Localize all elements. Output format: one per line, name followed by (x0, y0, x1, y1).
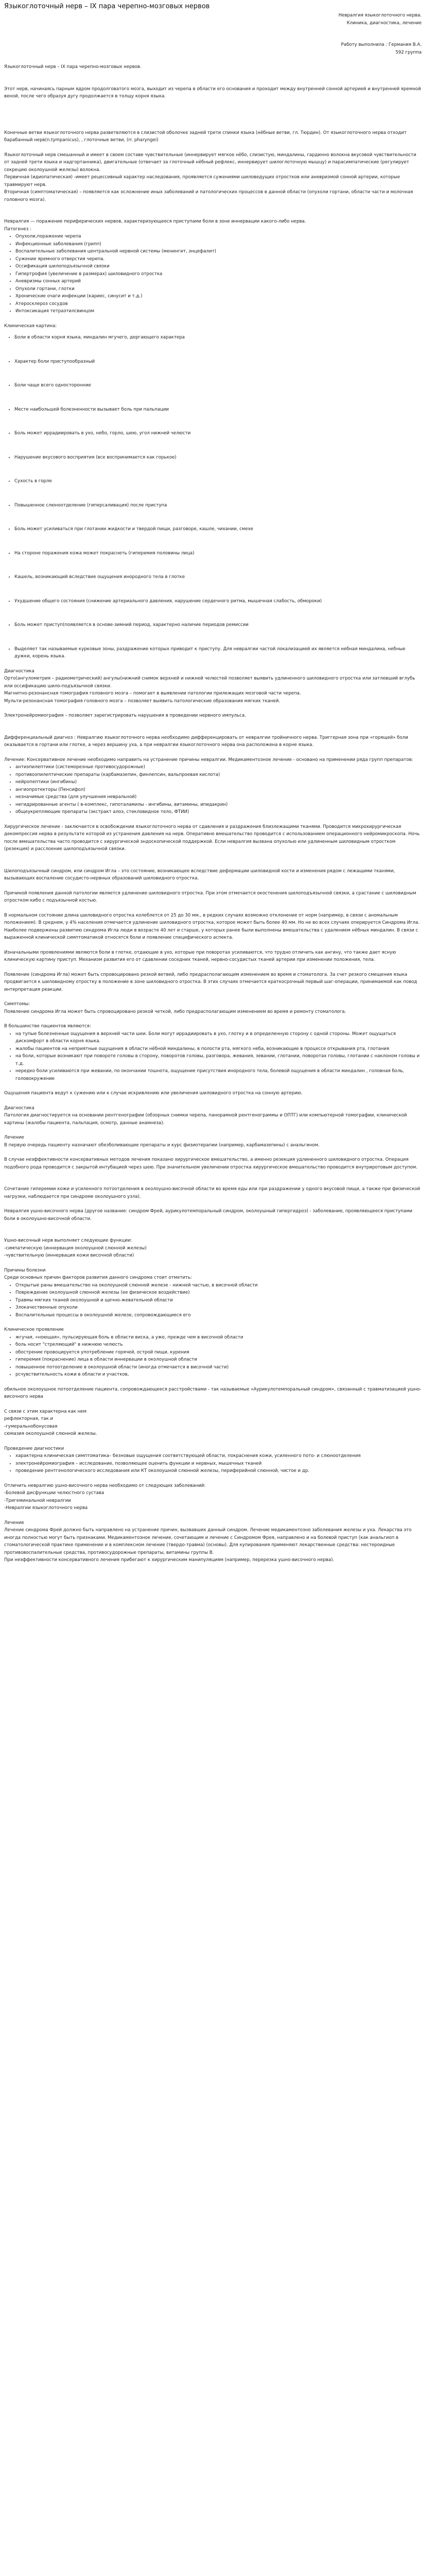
ganglion-diagnostics-list (4, 1452, 422, 1475)
list-item: • проведение рентгенологического исследования или КТ околоушной слюнной железы, периферийной слюнной, чистое и др. (15, 1467, 422, 1475)
neuralgia-intro: Невралгия — поражение периферических нервов, характеризующееся приступами боли в зоне иннервации какого-либо нерва. (4, 219, 306, 224)
function-line: -чувствительную (иннервация кожи височной области) (4, 1253, 134, 1258)
diagnostics-paragraph: Электронейромиография – позволяет зарегистрировать нарушения в проведении нервного импульса. (4, 713, 246, 718)
list-item: • Боль может усиливаться при глотании жидкости и твердой пищи, разговоре, кашле, чихании, смехе (14, 526, 422, 533)
diagnostics-paragraph: Орто(ангулометрия – радиометрический) ангулы(нижний снимок верхней и нижней челюстей позволяет выявить удлиненного шиловидного отростка или затлевший вглубь или оссификацию шило-подъязычной связки. (4, 676, 415, 689)
list-item: • Опухоли гортани, глотки (15, 285, 422, 293)
causes-title: Причины болезни (4, 1267, 46, 1273)
list-item: • Злокачественные опухоли (15, 1304, 422, 1312)
eagle-treatment-paragraph: В случае неэффективности консервативных методов лечения показано хирургическое вмешательство, а именно резекция удлиненного шиловидного отростка. Операция подобного рода проводится с закрытой интубацией через шею. При значительном увеличении отростка хирургическое вмешательство проводится внутриротовым доступом. (4, 1157, 417, 1170)
list-item: • ангиопротекторы (Пенсифол) (15, 786, 422, 794)
ganglion-treatment-title: Лечение (4, 1520, 24, 1526)
eagle-paragraph: Появление (синдрома Игла) может быть спровоцировано резкой ветвей, либо предрасполагающим изменением во время и стоматолога. За счет резкого смещения языка продвигается к шиловидному отростку в положение в зоне шиловидного отростка. В этих случаях отмечается краткосрочный первый шаг-операции, принимаемой как повод интерпретация реакции. (4, 972, 417, 992)
signs-extra: обильное околоушное потоотделение пациента, сопровождающееся расстройствами - так называемые «Аурикулотемпоральный синдром», связанный с травматизацией ушно-височного нерва (4, 1386, 422, 1399)
list-item: • Хронические очаги инфекции (кариес, синусит и т.д.) (15, 293, 422, 300)
list-item: • нейропептики (ингибины) (15, 778, 422, 786)
intro-paragraph: Первичная (идиопатическая) -имеет рецессивный характер наследования, проявляется сужениями шиловедущих отростков или аневризмой сонной артерии, которые травмируют нерв. (4, 175, 400, 188)
list-item: • Повышенное слюноотделение (гиперсаливация) после приступа (14, 502, 422, 510)
list-item: • Нарушение вкусового восприятия (все воспринимается как горькое) (14, 454, 422, 462)
eagle-diagnostics-paragraph: Патология диагностируется на основании рентгенографии (обзорных снимки черепа, панорамной рентгенограммы и ОПТГ) или компьютерной томографии, клинической картины (жалобы пациента, пальпация, осмотр, данные анамнеза). (4, 1113, 407, 1126)
function-line: -симпатическую (иннервация околоушной слюнной железы) (4, 1245, 147, 1251)
list-item: • Интоксикация тетраэтилсвинцом (15, 308, 422, 315)
list-item: • гиперемия (покраснение) лица в области иннервации в околоушной области (15, 1356, 422, 1364)
eagle-treatment-title: Лечение (4, 1135, 24, 1140)
list-item: • Воспалительные заболевания центральной нервной системы (менингит, энцефалит) (15, 248, 422, 256)
list-item: • Инфекционные заболевания (грипп) (15, 241, 422, 248)
document-title: Языкоглоточный нерв – IX пара черепно-мозговых нервов (4, 3, 210, 10)
causes-list (4, 233, 422, 315)
list-item: • Выделяет так называемые курковые зоны, раздражение которых приводит к приступу. Для невралгии частой локализацией их является небная миндалина, небные дужки, корень языка. (14, 646, 422, 660)
eagle-treatment-paragraph: В первую очередь пациенту назначают обезболивающие препараты и курс физиотерапии (например, карбамазепины) с анальгином. (4, 1142, 320, 1148)
list-item: • Месте наибольшей болезненности вызывает боль при пальпации (14, 406, 422, 414)
ganglion-line: рефлекторная, так и (4, 1416, 54, 1421)
list-item: • Ухудшение общего состояния (снижение артериального давления, нарушение сердечного ритма, мышечная слабость, обмороки) (14, 598, 422, 605)
ganglion-line: С связи с этим характерна как нем (4, 1409, 86, 1414)
clinic-title: Клиническая картина: (4, 323, 57, 329)
list-item: • Атеросклероз сосудов (15, 300, 422, 308)
list-item: • характерна клиническая симптоматика– безновые ощущения соответствующей области, покраснения кожи, усиленного пото- и слюноотделения (15, 1452, 422, 1460)
list-item: • боль носит "стреляющий" в нижнюю челюсть (15, 1341, 422, 1349)
subtitle-neuralgia: Невралгия языкоглоточного нерва. (338, 13, 422, 18)
ganglion-diagnostics-title: Проведение диагностики (4, 1446, 64, 1451)
list-item: • незначимые средства (для улучшения невральной) (15, 793, 422, 801)
signs-list (4, 1334, 422, 1379)
symptoms-title: Симптомы: (4, 1002, 30, 1007)
list-item: • Аневризмы сонных артерий (15, 278, 422, 285)
list-item: • Боль может приступ(появляется в основе-зимний период, характерно наличие периодов ремиссии (14, 621, 422, 629)
eagle-paragraph: Изначальными проявлениями являются боли в глотке, отдающие в ухо, которые при поворотах усиливаются, что трудно отличить как ангину, что также дает ясную клиническую картину приступ. Механизм развития его от сдавлении соседних тканей, нервно-сосудистых тканей артерии при изменении положения, тела. (4, 950, 396, 962)
drug-list (4, 764, 422, 816)
subtitle-clinic: Клиника, диагностика, лечение (346, 20, 422, 26)
surgical-treatment: Хирургическое лечение - заключается в освобождении языкоглоточного нерва от сдавления и раздражения близлежащими тканями. Проводится микрохирургическая декомпрессия нерва в результате которой из устранения давления на нерв. Оперативно вмешательство проводится с использованием операционного нейромикроскопа. Ночь после вмешательства часто проводится с хирургической эндоскопической поддержкой. Если невралгия вызвана опухолью или удлиненным шиловидным отростком (резекция) и расслоение шилоподъязычной связки. (4, 824, 420, 852)
differential-paragraph: Отличить невралгию ушно-височного нерва необходимо от следующих заболеваний: (4, 1483, 206, 1488)
clinic-list (4, 334, 422, 660)
list-item: • Сухость в горле (14, 478, 422, 485)
list-item: • Боли в области корня языка, миндалин мгучего, дергающего характера (14, 334, 422, 342)
list-item: • Открытые раны вмешательство на околоушной слюнной железе - нижней частью, в височной области (15, 1282, 422, 1290)
treatment-paragraph: Лечение: Консервативное лечение необходимо направить на устранение причины невралгии. Медикаментозное лечение - основано на применении ряда групп препаратов: (4, 757, 413, 762)
ganglion-causes-list (4, 1282, 422, 1319)
list-item: • Кашель, возникающий вследствие ощущения инородного тела в глотке (14, 573, 422, 581)
list-item: • Воспалительные процессы в околоушной железе, сопровождающиеся его (15, 1312, 422, 1319)
list-item: • на тупые болезненные ощущения в верхней части шеи. Боли могут иррадиировать в ухо, глотку и в определенную сторону с одной стороны. Может ощущаться дискомфорт в области корня языка. (15, 1030, 422, 1045)
differential-line: -Болевой дисфункции челюстного сустава (4, 1490, 104, 1496)
list-item: • Повреждение околоушной слюнной железы (ее физическое воздействие) (15, 1289, 422, 1297)
eagle-paragraph: В нормальном состоянии длина шиловидного отростка колеблется от 25 до 30 мм., в редких случаях возможно отклонение от норм (например, в связи с аномальным положением). В среднем, у 4% населения отмечается удлинение шиловидного отростка, которое может быть более 40 мм. Но не во всех случаях оперируется Синдрома Игла. Наиболее подвержены развитию синдрома Игла люди в возрасте 40 лет и старше, у которых ранее были выполнены вмешательства с удалением нёбных миндалин. В связи с выраженной клинической симптоматикой относятся боли и появление специфического аспекта. (4, 912, 420, 940)
diagnostics-paragraph: Магнитно-резонансная томография головного мозга – помогает в выявлении патологии прилежащих мозговой части черепа. (4, 691, 301, 696)
eagle-paragraph: Появление синдрома Игла может быть спровоцировано резкой четкой, либо предрасполагающим изменением во время и ремонту стоматолога. (4, 1009, 346, 1014)
group-line: 592 группа (395, 49, 422, 55)
differential-line: -Тригеминальной невралгии (4, 1498, 71, 1503)
ganglion-treatment-paragraph: Лечение синдрома Фрей должно быть направлено на устранение причин, вызвавших данный синдром. Лечение медикаментозно заболевания железы и уха. Лекарства это иногда полностью могут быть признаками. Медикаментозное лечение, сочетающим и лечение с Синдромом Фрея, направлено и на болевой приступ (как анальгиоп в стоматологической практике применение и в комплексном лечение (твердо-травма) (основы). Для купирования применяют лекарственные средства: нестероидные противовоспалительные средства, противосудорожные препараты, витамины группы В. (4, 1528, 412, 1555)
diagnostics-paragraph: Мульти-резонансная томография головного мозга – позволяет выявить патологические образования мягких тканей. (4, 698, 281, 704)
symptoms-list (4, 1030, 422, 1083)
eagle-paragraph: Причиной появления данной патологии является удлинение шиловидного отростка. При этом отмечается окостенения шилоподъязычной связки, а срастание с шиловидным отростком кибо с подъязычной костью. (4, 890, 416, 903)
eagle-diagnostics-title: Диагностика (4, 1105, 34, 1111)
list-item: • Опухоли,поражение черепа (15, 233, 422, 241)
list-item: • противоэпилептические препараты (карбамазепин, финлепсин, вальпроевая кислота) (15, 771, 422, 779)
list-item: • повышенное потоотделение в околоушной области (иногда отмечается в височной части) (15, 1364, 422, 1371)
eagle-paragraph: Шилоподъязычный синдром, или синдром Игла – это состояние, возникающее вследствие деформации шиловидной кости и изменения рядом с лежащими тканями, вызывающих воспаление сосудисто-нервных образований шиловидного отростка. (4, 868, 395, 881)
list-item: • жгучая, «ноющая», пульсирующая боль в области виска, а уже, прежде чем в височной области (15, 1334, 422, 1342)
list-item: • антиэпилептики (системорезные противосудорожные) (15, 764, 422, 771)
differential-diagnosis: Дифференциальный диагноз : Невралгию языкоглоточного нерва необходимо дифференцировать от невралгии тройничного нерва. Триггерная зона при «горящей» боли оказывается в гортани или глотке, а через вершину уха, а при невралгии языкоглоточного нерва она расположена в корне языка. (4, 735, 408, 748)
ganglion-paragraph: Сочетание гиперемии кожи и усиленного потоотделения в околоушно-височной области во время еды или при раздражении у одного вкусовой пищи, а также при физической нагрузки, наблюдается при синдроме околоушного узла). (4, 1187, 421, 1199)
eagle-paragraph: В большинстве пациентов являются: (4, 1024, 91, 1029)
list-item: • На стороне поражения кожа может покраснеть (гиперемия половины лица) (14, 550, 422, 557)
list-item: • на боли, которые возникают при повороте головы в сторону, поворотов головы, разговора, жевания, зевании, глотании, поворотах головы, глотании с наклоном головы и т.д. (15, 1053, 422, 1067)
differential-line: -Невралгии языкоглоточного нерва (4, 1505, 88, 1511)
causes-paragraph: Среди основных причин факторов развития данного синдрома стоит отметить: (4, 1275, 193, 1280)
list-item: • обострение провоцируется употребление горячей, острой пищи, курения (15, 1349, 422, 1357)
list-item: • электронейромиография – исследование, позволяющее оценить функции и нервных, мышечных тканей (15, 1460, 422, 1468)
diagnostics-title: Диагностика (4, 668, 34, 674)
causes-label: Патогенез : (4, 226, 31, 232)
ganglion-paragraph: Ушно-височный нерв выполняет следующие функции: (4, 1238, 132, 1243)
intro-lead: Языкоглоточный нерв – IX пара черепно-мозговых нервов. (4, 64, 142, 70)
intro-paragraph: Конечные ветви языкоглоточного нерва разветвляются в слизистой оболочке задней трети спинки языка (нёбные ветви, гл. Тюрдин). От языкоглоточного нерва отходит барабанный нерв(n.tympanicus), , глоточные ветви, (rr. pharyngei) (4, 130, 407, 143)
intro-paragraph: Вторичная (симптоматическая) – появляется как осложнение иных заболеваний и патологических процессов в данной области (опухоли гортани, области части и молочная головного мозга). (4, 190, 413, 202)
intro-paragraph: Языкоглоточный нерв смешанный и имеет в своем составе чувствительные (иннервирует мягкое нёбо, слизистую, миндалины, гардинно волокна вкусовой чувствительности от задней трети языка и надгортанника), двигательные (отвечает за глоточный нёбный рефлекс, иннервирует шилоглоточную мышцу) и парасимпатические (регулирует секрецию околоушной железы) волокна. (4, 152, 416, 173)
author-line: Работу выполнила : Германия В.А. (341, 42, 422, 47)
list-item: • Гипертрофия (увеличение в размерах) шиловидного отростка (15, 270, 422, 278)
list-item: • Боли чаще всего односторонние (14, 382, 422, 389)
list-item: • Травмы мягких тканей околоушной и щечно-жевательной области (15, 1297, 422, 1304)
list-item: • Боль может иррадиировать в ухо, небо, горло, шею, угол нижней челюсти (14, 430, 422, 437)
list-item: • жалобы пациентов на неприятные ощущения в области нёбной миндалины, в полости рта, мягкого неба, возникающие в процессе открывания рта, глотания (15, 1045, 422, 1053)
ganglion-paragraph: Невралгия ушно-височного нерва (другое название: синдром Фрей, аурикулотемпоральный синдром, околоушный гипергидроз) - заболевание, проявляющееся приступами боли в околоушно-височной области. (4, 1209, 413, 1222)
signs-title: Клиническое проявление (4, 1327, 64, 1332)
list-item: • негидрированные агенты ( в-комплекс, гипоталамилы - ингибины, витамины, ипидакрин) (15, 801, 422, 809)
list-item: • Оссификация шилоподъязычной связки (15, 263, 422, 270)
list-item: • нередко боли усиливаются при жевании, по окончании тошнота, ощущение присутствия инородного тела, болевой ощущения в области миндалин , головная боль, головокружение (15, 1067, 422, 1082)
ganglion-treatment-paragraph: При неэффективности консервативного лечения прибегают к хирургическим манипуляциям (например, перерезка ушно-височного нерва). (4, 1557, 335, 1563)
list-item: • общеукрепляющие препараты (экстракт алоэ, стекловидное тело, ФТИИ) (15, 808, 422, 816)
list-item: • Характер боли приступообразный (14, 358, 422, 366)
ganglion-line: сюмазия околоушной слюнной железы. (4, 1431, 97, 1436)
list-item: • Сужение яремного отверстия черепа. (15, 256, 422, 263)
intro-paragraph: Этот нерв, начинаясь парным ядром продолговатого мозга, выходит из черепа в области его основания и проходит между внутренней сонной артерией и внутренней яремной веной, после чего образуя дугу продолжается в толщу корня языка. (4, 86, 421, 99)
list-item: • рсчувствительность кожи в области и участков, (15, 1371, 422, 1379)
ganglion-line: -гумеральнобонусовая (4, 1423, 58, 1429)
eagle-paragraph: Ощущения пациента ведут к сужению или к случае искривлению или увеличения шиловидного отростка на сонную артерию. (4, 1091, 303, 1096)
